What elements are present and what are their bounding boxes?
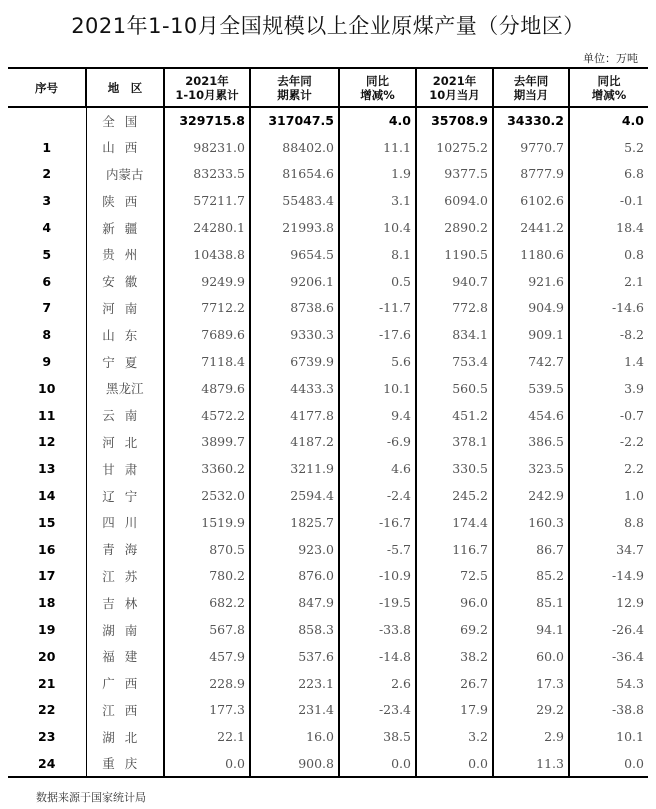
oct-prev-value: 94.1 <box>493 616 569 643</box>
ytd-yoy-value: 10.4 <box>339 214 416 241</box>
table-row-total <box>8 107 648 134</box>
oct-yoy-value: 10.1 <box>569 723 648 750</box>
oct-yoy-value: -26.4 <box>569 616 648 643</box>
ytd-prev-value: 6739.9 <box>250 348 339 375</box>
ytd-yoy-value: 38.5 <box>339 723 416 750</box>
ytd-2021-value: 98231.0 <box>164 134 250 161</box>
ytd-yoy-value: -17.6 <box>339 321 416 348</box>
oct-yoy-value: 8.8 <box>569 509 648 536</box>
ytd-yoy-value: -33.8 <box>339 616 416 643</box>
ytd-2021-value: 177.3 <box>164 697 250 724</box>
table-row <box>8 321 648 348</box>
ytd-yoy-value: 1.9 <box>339 161 416 188</box>
oct-prev-value: 242.9 <box>493 482 569 509</box>
region-name: 黑龙江 <box>86 375 164 402</box>
ytd-prev-value: 88402.0 <box>250 134 339 161</box>
region-name: 福建 <box>86 643 164 670</box>
table-row <box>8 616 648 643</box>
ytd-2021-value: 870.5 <box>164 536 250 563</box>
oct-prev-value: 909.1 <box>493 321 569 348</box>
oct-yoy-value: 0.0 <box>569 750 648 777</box>
ytd-yoy-value: -5.7 <box>339 536 416 563</box>
row-index: 23 <box>38 729 56 745</box>
table-row <box>8 670 648 697</box>
oct-prev-value: 386.5 <box>493 429 569 456</box>
ytd-prev-value: 4187.2 <box>250 429 339 456</box>
oct-yoy-value: -36.4 <box>569 643 648 670</box>
ytd-yoy-value: -10.9 <box>339 563 416 590</box>
ytd-2021-value: 228.9 <box>164 670 250 697</box>
header-line1: 2021年 <box>185 73 229 88</box>
region-name: 山东 <box>86 321 164 348</box>
ytd-2021-value: 1519.9 <box>164 509 250 536</box>
ytd-yoy-value: 2.6 <box>339 670 416 697</box>
oct-yoy-value: 54.3 <box>569 670 648 697</box>
oct-yoy-value: 6.8 <box>569 161 648 188</box>
oct-yoy-value: -38.8 <box>569 697 648 724</box>
table-row <box>8 643 648 670</box>
oct-2021-value: 378.1 <box>416 429 493 456</box>
oct-prev-value: 323.5 <box>493 455 569 482</box>
oct-2021-value: 940.7 <box>416 268 493 295</box>
header-region-label: 地 区 <box>107 80 143 95</box>
ytd-prev-value: 16.0 <box>250 723 339 750</box>
region-name: 四川 <box>86 509 164 536</box>
ytd-yoy-value: -19.5 <box>339 589 416 616</box>
region-name: 陕西 <box>86 187 164 214</box>
table-row <box>8 509 648 536</box>
oct-prev-value: 1180.6 <box>493 241 569 268</box>
ytd-prev-value: 3211.9 <box>250 455 339 482</box>
region-name: 湖北 <box>86 723 164 750</box>
table-row <box>8 161 648 188</box>
oct-2021-value: 174.4 <box>416 509 493 536</box>
oct-yoy-value: 1.0 <box>569 482 648 509</box>
ytd-2021-value: 2532.0 <box>164 482 250 509</box>
header-oct-yoy <box>569 68 648 107</box>
ytd-prev-value: 900.8 <box>250 750 339 777</box>
ytd-2021-value: 9249.9 <box>164 268 250 295</box>
oct-2021-value: 96.0 <box>416 589 493 616</box>
row-index: 22 <box>38 702 56 718</box>
header-line1: 去年同 <box>277 73 312 88</box>
header-line2: 期当月 <box>513 87 549 102</box>
table-row <box>8 295 648 322</box>
ytd-yoy-value: 8.1 <box>339 241 416 268</box>
oct-2021-value: 17.9 <box>416 697 493 724</box>
oct-prev-value: 60.0 <box>493 643 569 670</box>
ytd-prev-value: 223.1 <box>250 670 339 697</box>
oct-yoy-value: 18.4 <box>569 214 648 241</box>
header-line2: 增减% <box>360 87 395 102</box>
ytd-2021-value: 22.1 <box>164 723 250 750</box>
oct-2021-value: 72.5 <box>416 563 493 590</box>
row-index: 13 <box>38 461 56 477</box>
oct-2021-value: 1190.5 <box>416 241 493 268</box>
ytd-prev-value: 4177.8 <box>250 402 339 429</box>
header-ytd-prev <box>250 68 339 107</box>
oct-2021-value: 2890.2 <box>416 214 493 241</box>
ytd-yoy-value: 5.6 <box>339 348 416 375</box>
oct-2021-value: 116.7 <box>416 536 493 563</box>
ytd-2021-value: 457.9 <box>164 643 250 670</box>
region-name: 吉林 <box>86 589 164 616</box>
region-name: 贵州 <box>86 241 164 268</box>
row-index <box>8 107 86 134</box>
oct-2021-value: 69.2 <box>416 616 493 643</box>
table-row <box>8 750 648 777</box>
ytd-prev-value: 923.0 <box>250 536 339 563</box>
table-row <box>8 214 648 241</box>
row-index: 5 <box>42 246 52 262</box>
table-row <box>8 536 648 563</box>
oct-2021-value: 834.1 <box>416 321 493 348</box>
row-index: 21 <box>38 675 56 691</box>
row-index: 4 <box>42 220 52 236</box>
oct-prev-value: 742.7 <box>493 348 569 375</box>
table-row <box>8 375 648 402</box>
table-row <box>8 402 648 429</box>
oct-2021-value: 26.7 <box>416 670 493 697</box>
oct-prev-value: 2.9 <box>493 723 569 750</box>
ytd-yoy-value: 4.0 <box>339 107 416 134</box>
ytd-prev-value: 1825.7 <box>250 509 339 536</box>
ytd-prev-value: 9330.3 <box>250 321 339 348</box>
oct-prev-value: 34330.2 <box>493 107 569 134</box>
ytd-2021-value: 567.8 <box>164 616 250 643</box>
ytd-yoy-value: -6.9 <box>339 429 416 456</box>
header-region <box>86 68 164 107</box>
oct-yoy-value: 12.9 <box>569 589 648 616</box>
ytd-2021-value: 83233.5 <box>164 161 250 188</box>
ytd-2021-value: 7689.6 <box>164 321 250 348</box>
oct-yoy-value: 2.2 <box>569 455 648 482</box>
header-oct-prev <box>493 68 569 107</box>
oct-prev-value: 86.7 <box>493 536 569 563</box>
ytd-prev-value: 847.9 <box>250 589 339 616</box>
oct-prev-value: 8777.9 <box>493 161 569 188</box>
region-name: 河南 <box>86 295 164 322</box>
row-index: 10 <box>38 380 56 396</box>
ytd-yoy-value: -11.7 <box>339 295 416 322</box>
header-line1: 同比 <box>366 73 389 88</box>
region-name: 辽宁 <box>86 482 164 509</box>
table-row <box>8 455 648 482</box>
row-index: 2 <box>42 166 52 182</box>
row-index: 19 <box>38 622 56 638</box>
region-name: 江苏 <box>86 563 164 590</box>
oct-2021-value: 451.2 <box>416 402 493 429</box>
ytd-2021-value: 4572.2 <box>164 402 250 429</box>
oct-2021-value: 9377.5 <box>416 161 493 188</box>
ytd-2021-value: 0.0 <box>164 750 250 777</box>
header-ytd-2021 <box>164 68 250 107</box>
oct-2021-value: 560.5 <box>416 375 493 402</box>
header-line1: 去年同 <box>513 73 549 88</box>
header-oct-2021 <box>416 68 493 107</box>
table-row <box>8 187 648 214</box>
region-name: 江西 <box>86 697 164 724</box>
oct-2021-value: 772.8 <box>416 295 493 322</box>
region-name: 湖南 <box>86 616 164 643</box>
row-index: 16 <box>38 541 56 557</box>
oct-yoy-value: 34.7 <box>569 536 648 563</box>
oct-2021-value: 38.2 <box>416 643 493 670</box>
row-index: 3 <box>42 193 52 209</box>
region-name: 新疆 <box>86 214 164 241</box>
ytd-yoy-value: 0.5 <box>339 268 416 295</box>
oct-2021-value: 245.2 <box>416 482 493 509</box>
ytd-2021-value: 7712.2 <box>164 295 250 322</box>
oct-2021-value: 753.4 <box>416 348 493 375</box>
table-row <box>8 482 648 509</box>
header-line2: 期累计 <box>277 87 312 102</box>
row-index: 8 <box>42 327 52 343</box>
ytd-2021-value: 682.2 <box>164 589 250 616</box>
ytd-prev-value: 317047.5 <box>250 107 339 134</box>
oct-prev-value: 29.2 <box>493 697 569 724</box>
ytd-prev-value: 2594.4 <box>250 482 339 509</box>
oct-yoy-value: -14.6 <box>569 295 648 322</box>
oct-prev-value: 160.3 <box>493 509 569 536</box>
oct-2021-value: 330.5 <box>416 455 493 482</box>
row-index: 14 <box>38 488 56 504</box>
header-line2: 增减% <box>591 87 627 102</box>
oct-yoy-value: -8.2 <box>569 321 648 348</box>
oct-prev-value: 17.3 <box>493 670 569 697</box>
ytd-yoy-value: 10.1 <box>339 375 416 402</box>
table-row <box>8 268 648 295</box>
region-name: 内蒙古 <box>86 161 164 188</box>
oct-2021-value: 6094.0 <box>416 187 493 214</box>
table-row <box>8 241 648 268</box>
oct-yoy-value: 0.8 <box>569 241 648 268</box>
header-line2: 1-10月累计 <box>175 87 239 102</box>
table-row <box>8 563 648 590</box>
header-line1: 同比 <box>597 73 621 88</box>
header-line2: 10月当月 <box>429 87 480 102</box>
ytd-prev-value: 21993.8 <box>250 214 339 241</box>
oct-yoy-value: -14.9 <box>569 563 648 590</box>
ytd-yoy-value: 9.4 <box>339 402 416 429</box>
row-index: 18 <box>38 595 56 611</box>
ytd-prev-value: 9654.5 <box>250 241 339 268</box>
row-index: 11 <box>38 407 56 423</box>
region-name: 重庆 <box>86 750 164 777</box>
row-index: 12 <box>38 434 56 450</box>
table-row <box>8 697 648 724</box>
ytd-prev-value: 81654.6 <box>250 161 339 188</box>
region-name: 甘肃 <box>86 455 164 482</box>
ytd-yoy-value: 4.6 <box>339 455 416 482</box>
table-body <box>8 107 648 777</box>
oct-yoy-value: -0.1 <box>569 187 648 214</box>
ytd-prev-value: 8738.6 <box>250 295 339 322</box>
data-source-note: 数据来源于国家统计局 <box>36 791 146 804</box>
ytd-yoy-value: 3.1 <box>339 187 416 214</box>
table-row <box>8 348 648 375</box>
ytd-yoy-value: 0.0 <box>339 750 416 777</box>
ytd-yoy-value: -16.7 <box>339 509 416 536</box>
oct-2021-value: 35708.9 <box>416 107 493 134</box>
row-index: 20 <box>38 648 56 664</box>
ytd-2021-value: 780.2 <box>164 563 250 590</box>
oct-yoy-value: 5.2 <box>569 134 648 161</box>
oct-2021-value: 0.0 <box>416 750 493 777</box>
oct-prev-value: 11.3 <box>493 750 569 777</box>
coal-production-table <box>8 67 648 778</box>
oct-yoy-value: -0.7 <box>569 402 648 429</box>
row-index: 17 <box>38 568 56 584</box>
header-line1: 2021年 <box>432 73 477 88</box>
ytd-2021-value: 3360.2 <box>164 455 250 482</box>
ytd-prev-value: 55483.4 <box>250 187 339 214</box>
oct-prev-value: 9770.7 <box>493 134 569 161</box>
table-row <box>8 589 648 616</box>
oct-2021-value: 10275.2 <box>416 134 493 161</box>
unit-label: 单位：万吨 <box>583 52 638 65</box>
ytd-yoy-value: -23.4 <box>339 697 416 724</box>
region-name: 云南 <box>86 402 164 429</box>
ytd-yoy-value: -14.8 <box>339 643 416 670</box>
row-index: 7 <box>42 300 52 316</box>
oct-yoy-value: 4.0 <box>569 107 648 134</box>
oct-yoy-value: 3.9 <box>569 375 648 402</box>
oct-yoy-value: 1.4 <box>569 348 648 375</box>
row-index: 9 <box>42 354 52 370</box>
header-index-label: 序号 <box>35 80 58 95</box>
table-row <box>8 723 648 750</box>
ytd-prev-value: 4433.3 <box>250 375 339 402</box>
row-index: 1 <box>42 139 52 155</box>
oct-yoy-value: -2.2 <box>569 429 648 456</box>
ytd-2021-value: 4879.6 <box>164 375 250 402</box>
ytd-2021-value: 57211.7 <box>164 187 250 214</box>
ytd-2021-value: 3899.7 <box>164 429 250 456</box>
ytd-2021-value: 7118.4 <box>164 348 250 375</box>
ytd-2021-value: 329715.8 <box>164 107 250 134</box>
region-name: 广西 <box>86 670 164 697</box>
row-index: 6 <box>42 273 52 289</box>
oct-2021-value: 3.2 <box>416 723 493 750</box>
oct-prev-value: 2441.2 <box>493 214 569 241</box>
region-name: 安徽 <box>86 268 164 295</box>
ytd-prev-value: 858.3 <box>250 616 339 643</box>
oct-prev-value: 904.9 <box>493 295 569 322</box>
region-name: 全国 <box>86 107 164 134</box>
region-name: 宁夏 <box>86 348 164 375</box>
oct-prev-value: 85.1 <box>493 589 569 616</box>
region-name: 河北 <box>86 429 164 456</box>
page-title: 2021年1-10月全国规模以上企业原煤产量（分地区） <box>71 14 585 38</box>
oct-prev-value: 921.6 <box>493 268 569 295</box>
ytd-prev-value: 876.0 <box>250 563 339 590</box>
ytd-yoy-value: -2.4 <box>339 482 416 509</box>
row-index: 24 <box>8 750 86 777</box>
table-row <box>8 429 648 456</box>
header-ytd-yoy <box>339 68 416 107</box>
oct-prev-value: 6102.6 <box>493 187 569 214</box>
table-header <box>8 68 648 107</box>
oct-prev-value: 85.2 <box>493 563 569 590</box>
ytd-prev-value: 231.4 <box>250 697 339 724</box>
oct-prev-value: 539.5 <box>493 375 569 402</box>
region-name: 青海 <box>86 536 164 563</box>
header-index <box>8 68 86 107</box>
ytd-prev-value: 9206.1 <box>250 268 339 295</box>
ytd-2021-value: 24280.1 <box>164 214 250 241</box>
ytd-prev-value: 537.6 <box>250 643 339 670</box>
oct-yoy-value: 2.1 <box>569 268 648 295</box>
ytd-2021-value: 10438.8 <box>164 241 250 268</box>
table-row <box>8 134 648 161</box>
row-index: 15 <box>38 514 56 530</box>
region-name: 山西 <box>86 134 164 161</box>
oct-prev-value: 454.6 <box>493 402 569 429</box>
ytd-yoy-value: 11.1 <box>339 134 416 161</box>
